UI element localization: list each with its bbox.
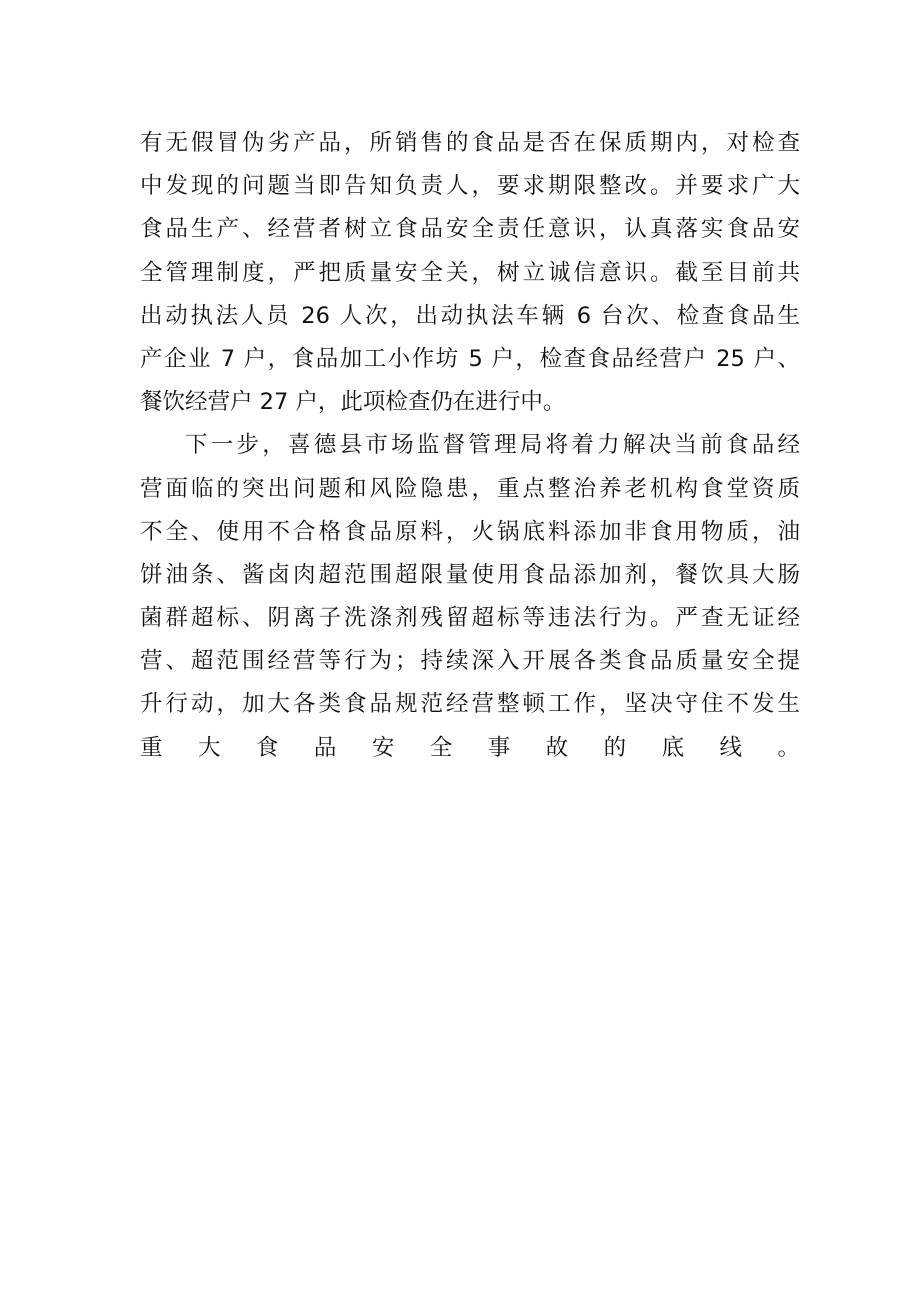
paragraph-next-steps — [140, 424, 800, 813]
text-line: 中发现的问题当即告知负责人，要求期限整改。并要求广大 — [140, 173, 800, 200]
text-line: 饼油条、酱卤肉超范围超限量使用食品添加剂，餐饮具大肠 — [140, 561, 800, 588]
text-line: 产企业 7 户，食品加工小作坊 5 户，检查食品经营户 25 户、 — [140, 345, 800, 372]
text-line — [140, 770, 800, 813]
document-body — [140, 122, 800, 813]
text-line: 重大食品安全事故的底线。 — [140, 734, 800, 761]
text-line: 菌群超标、阴离子洗涤剂残留超标等违法行为。严查无证经 — [140, 605, 800, 632]
paragraph-inspection-results — [140, 122, 800, 424]
text-line: 下一步，喜德县市场监督管理局将着力解决当前食品经 — [185, 432, 800, 459]
text-line: 出动执法人员 26 人次，出动执法车辆 6 台次、检查食品生 — [140, 302, 800, 329]
text-line: 全管理制度，严把质量安全关，树立诚信意识。截至目前共 — [140, 259, 800, 286]
text-line: 餐饮经营户 27 户，此项检查仍在进行中。 — [140, 389, 566, 416]
text-line: 升行动，加大各类食品规范经营整顿工作，坚决守住不发生 — [140, 691, 800, 718]
text-line: 食品生产、经营者树立食品安全责任意识，认真落实食品安 — [140, 216, 800, 243]
text-line: 营面临的突出问题和风险隐患，重点整治养老机构食堂资质 — [140, 475, 800, 502]
text-line: 营、超范围经营等行为；持续深入开展各类食品质量安全提 — [140, 648, 800, 675]
text-line: 有无假冒伪劣产品，所销售的食品是否在保质期内，对检查 — [140, 130, 800, 156]
text-line: 不全、使用不合格食品原料，火锅底料添加非食用物质，油 — [140, 518, 800, 545]
